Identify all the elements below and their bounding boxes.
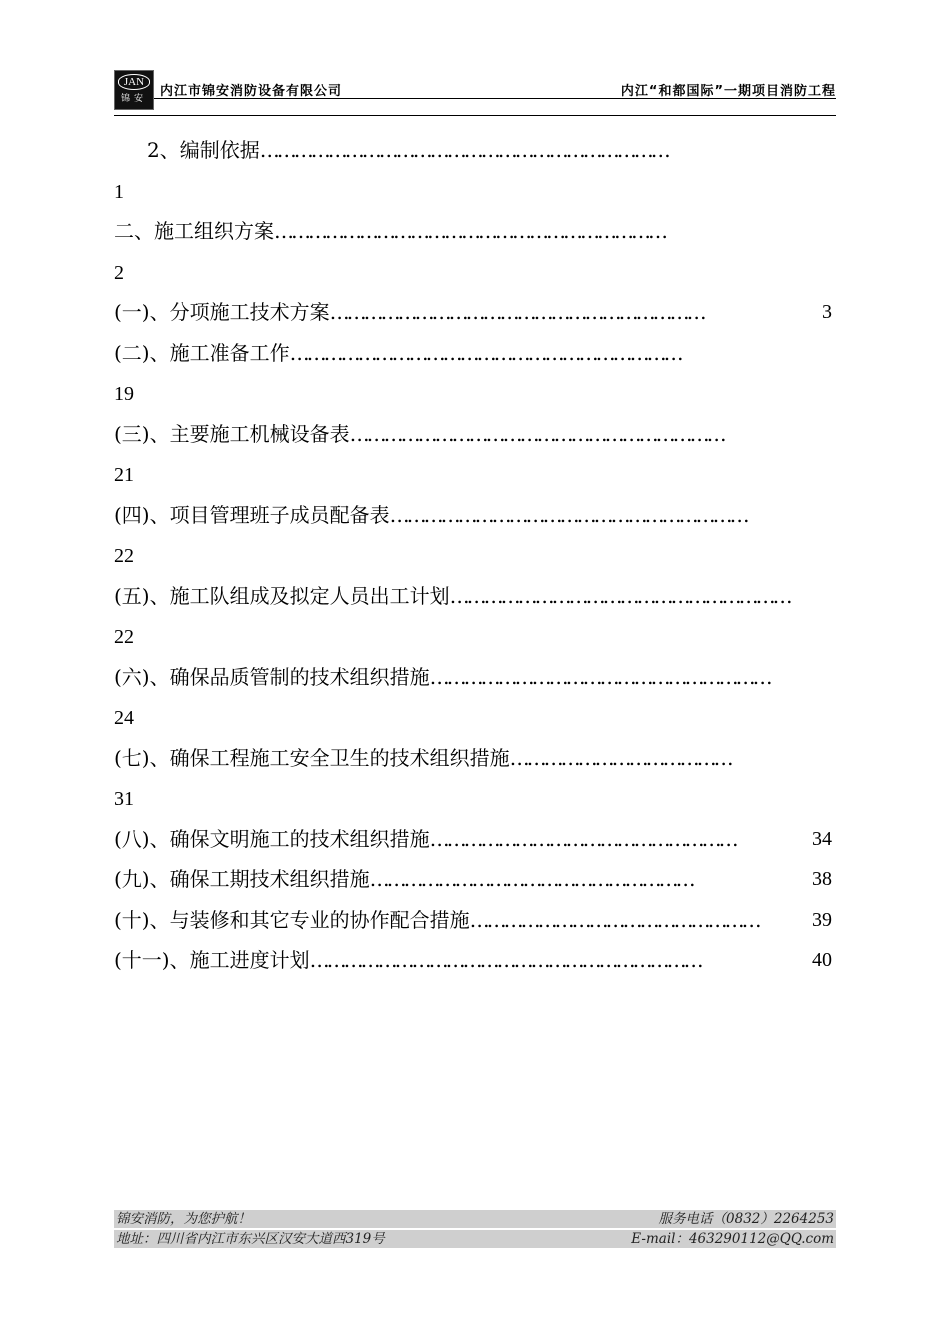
toc-entry-page: 21 <box>114 464 134 486</box>
toc-entry-title: (九)、确保工期技术组织措施 <box>114 867 370 891</box>
footer-address: 地址：四川省内江市东兴区汉安大道西319号 <box>116 1231 385 1247</box>
header-rule <box>114 115 836 116</box>
toc-entry[interactable] <box>114 576 836 617</box>
footer-slogan: 锦安消防，为您护航！ <box>116 1211 251 1227</box>
toc-entry[interactable] <box>114 900 836 941</box>
toc-entry[interactable] <box>114 130 836 171</box>
toc-entry[interactable] <box>114 495 836 536</box>
toc-entry-leader: ……………………………………………………… <box>389 502 747 527</box>
toc-entry-leader: …………………………………………… <box>469 907 759 932</box>
toc-entry-title: (七)、确保工程施工安全卫生的技术组织措施 <box>114 745 510 770</box>
toc-entry-page-line <box>114 535 836 576</box>
logo-text-bottom: 锦安 <box>120 94 147 104</box>
toc-entry-page: 38 <box>804 859 832 900</box>
toc-entry-leader: ………………………………………………………… <box>329 300 704 324</box>
toc-entry-leader: …………………………………………………………… <box>289 340 681 365</box>
toc-entry-page: 34 <box>804 819 832 860</box>
toc-entry-page-line <box>114 454 836 495</box>
footer-email: E-mail：463290112@QQ.com <box>631 1231 834 1247</box>
toc-entry-leader: …………………………………………………… <box>449 583 790 608</box>
footer-row-1 <box>114 1210 836 1228</box>
toc-entry-page: 2 <box>114 261 124 284</box>
toc-entry-page: 3 <box>814 292 832 333</box>
toc-entry-page: 22 <box>114 626 134 648</box>
toc-entry-page: 31 <box>114 788 134 810</box>
company-name: 内江市锦安消防设备有限公司 <box>160 84 343 99</box>
toc-entry-title: (八)、确保文明施工的技术组织措施 <box>114 826 430 851</box>
toc-entry-page-line <box>114 252 836 293</box>
toc-entry-page: 22 <box>114 545 134 567</box>
toc-entry-page: 19 <box>114 383 134 405</box>
toc-entry-title: (四)、项目管理班子成员配备表 <box>114 502 390 527</box>
footer-row-2 <box>114 1230 836 1248</box>
toc-entry-page-line <box>114 697 836 738</box>
toc-entry-leader: ………………………………… <box>509 745 731 770</box>
toc-entry-page-line <box>114 373 836 414</box>
toc-entry-title: (五)、施工队组成及拟定人员出工计划 <box>114 583 450 608</box>
toc-entry-page: 40 <box>804 940 832 981</box>
toc-entry-leader: ……………………………………………………………… <box>259 138 668 162</box>
toc-entry-page-line <box>114 616 836 657</box>
table-of-contents <box>114 130 836 981</box>
toc-entry[interactable] <box>114 859 836 900</box>
toc-entry-page: 1 <box>114 180 124 203</box>
toc-entry-title: 2、编制依据 <box>147 138 260 162</box>
header-rule-thin <box>154 98 836 99</box>
toc-entry-title: (十)、与装修和其它专业的协作配合措施 <box>114 907 470 932</box>
toc-entry[interactable] <box>114 292 836 333</box>
toc-entry[interactable] <box>114 414 836 455</box>
page-footer <box>114 1210 836 1250</box>
toc-entry-leader: ………………………………………………………… <box>349 421 724 446</box>
toc-entry-title: 二、施工组织方案 <box>114 219 274 243</box>
project-name: 内江“和都国际”一期项目消防工程 <box>620 84 836 99</box>
toc-entry[interactable] <box>114 819 836 860</box>
page-header <box>114 68 836 116</box>
toc-entry-leader: ………………………………………………… <box>369 867 693 891</box>
toc-entry[interactable] <box>114 738 836 779</box>
toc-entry-page: 24 <box>114 707 134 729</box>
toc-entry[interactable] <box>114 211 836 252</box>
toc-entry-leader: ……………………………………………… <box>429 826 736 851</box>
toc-entry-leader: …………………………………………………………… <box>309 948 701 972</box>
toc-entry-page-line <box>114 778 836 819</box>
toc-entry-title: (三)、主要施工机械设备表 <box>114 421 350 446</box>
toc-entry-title: (六)、确保品质管制的技术组织措施 <box>114 664 430 689</box>
logo-text-top: JAN <box>118 74 150 90</box>
toc-entry[interactable] <box>114 333 836 374</box>
footer-phone: 服务电话（0832）2264253 <box>658 1211 834 1227</box>
company-logo <box>114 70 154 110</box>
toc-entry[interactable] <box>114 657 836 698</box>
toc-entry-title: (二)、施工准备工作 <box>114 340 290 365</box>
toc-entry-page-line <box>114 171 836 212</box>
toc-entry-leader: …………………………………………………………… <box>274 219 665 243</box>
toc-entry-title: (十一)、施工进度计划 <box>114 948 310 972</box>
toc-entry-title: (一)、分项施工技术方案 <box>114 300 330 324</box>
toc-entry-leader: …………………………………………………… <box>429 664 770 689</box>
toc-entry-page: 39 <box>804 900 832 941</box>
toc-entry[interactable] <box>114 940 836 981</box>
